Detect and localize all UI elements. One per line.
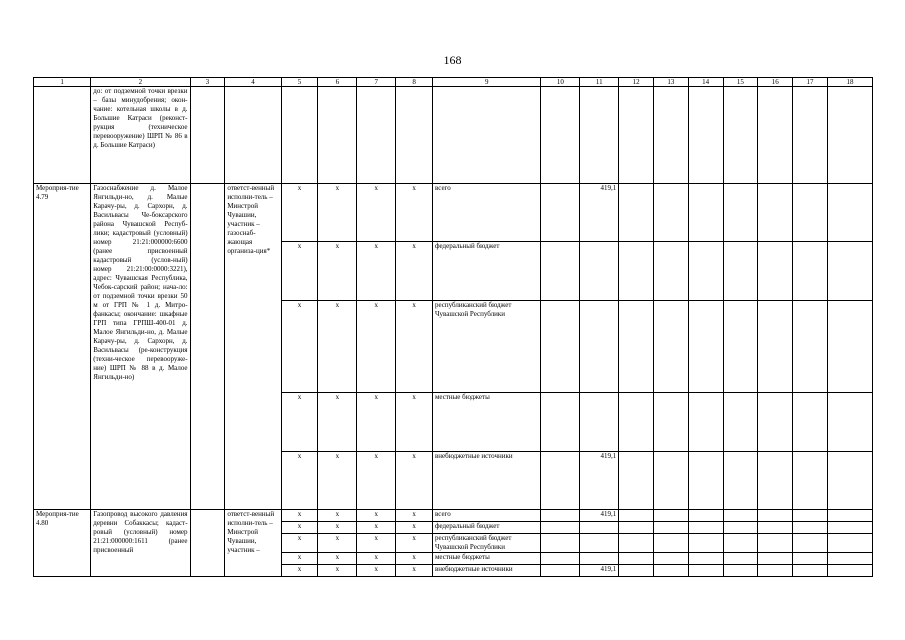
cell-col10 [541, 300, 580, 392]
mark-cell: x [357, 242, 396, 300]
cell-col18 [827, 242, 872, 300]
column-header-17: 17 [793, 78, 828, 87]
cell-col17 [793, 522, 828, 534]
mark-cell: x [357, 565, 396, 577]
cell-col15 [723, 522, 758, 534]
cell-col12 [619, 393, 654, 451]
cell-col18 [827, 522, 872, 534]
column-header-10: 10 [541, 78, 580, 87]
mark-cell: x [357, 300, 396, 392]
measure-executor: ответст-венный исполни-тель – Минстрой Чувашии, участник – [225, 510, 281, 577]
mark-cell: x [396, 565, 433, 577]
mark-cell: x [396, 451, 433, 509]
amount-cell: 419,1 [580, 510, 619, 522]
column-header-3: 3 [190, 78, 225, 87]
column-number-row [34, 78, 873, 87]
column-header-15: 15 [723, 78, 758, 87]
mark-cell: x [357, 184, 396, 242]
cell-col14 [688, 184, 723, 242]
cell-col15 [723, 451, 758, 509]
cell-col15 [723, 553, 758, 565]
cell-col16 [758, 553, 793, 565]
cell-col1 [34, 87, 91, 184]
cell-col14 [688, 451, 723, 509]
mark-cell: x [281, 242, 318, 300]
mark-cell: x [281, 393, 318, 451]
cell-col15 [723, 510, 758, 522]
cell-col14 [688, 534, 723, 553]
cell-col14 [688, 510, 723, 522]
amount-cell: 419,1 [580, 565, 619, 577]
measure-col3 [190, 184, 225, 510]
mark-cell: x [357, 510, 396, 522]
column-header-2: 2 [91, 78, 190, 87]
mark-cell: x [396, 522, 433, 534]
cell-col13 [653, 553, 688, 565]
mark-cell: x [396, 300, 433, 392]
mark-cell: x [281, 300, 318, 392]
amount-cell [580, 553, 619, 565]
funding-source-label: местные бюджеты [432, 393, 540, 451]
cell-col12 [619, 553, 654, 565]
funding-source-label: местные бюджеты [432, 553, 540, 565]
amount-cell [580, 522, 619, 534]
cell-col14 [688, 242, 723, 300]
cell-col12 [619, 242, 654, 300]
amount-cell [580, 393, 619, 451]
cell-col13 [653, 393, 688, 451]
cell-col10 [541, 522, 580, 534]
cell-col13 [653, 451, 688, 509]
amount-cell: 419,1 [580, 184, 619, 242]
cell-col10 [541, 565, 580, 577]
column-header-12: 12 [619, 78, 654, 87]
cell-col14 [688, 565, 723, 577]
mark-cell: x [281, 534, 318, 553]
column-header-18: 18 [827, 78, 872, 87]
amount-cell [580, 534, 619, 553]
mark-cell: x [281, 510, 318, 522]
column-header-1: 1 [34, 78, 91, 87]
mark-cell: x [357, 553, 396, 565]
mark-cell: x [318, 451, 357, 509]
cell-col16 [758, 451, 793, 509]
program-table [33, 77, 873, 577]
mark-cell: x [357, 393, 396, 451]
cell-col12 [619, 534, 654, 553]
mark-cell: x [396, 553, 433, 565]
cell-col12 [619, 565, 654, 577]
amount-cell [580, 242, 619, 300]
cell-col18 [827, 184, 872, 242]
cell-col14 [688, 393, 723, 451]
cell-col15 [723, 184, 758, 242]
mark-cell: x [281, 565, 318, 577]
cell-col3 [190, 87, 225, 184]
column-header-11: 11 [580, 78, 619, 87]
continuation-description: до: от подземной точки врезки – базы минудобрения; окон-чание: котельная школы в д. Большие Катраси (реконст-рукция (техническое перевооружение) ШРП № 86 в д. Большие Катраси) [91, 87, 190, 184]
mark-cell: x [318, 534, 357, 553]
cell-col12 [619, 522, 654, 534]
funding-source-label: внебюджетные источники [432, 565, 540, 577]
cell-col17 [793, 534, 828, 553]
cell-col13 [653, 242, 688, 300]
cell-col10 [541, 553, 580, 565]
measure-id: Мероприя-тие 4.80 [34, 510, 91, 577]
page-number: 168 [443, 53, 462, 67]
column-header-6: 6 [318, 78, 357, 87]
cell-col14 [688, 300, 723, 392]
cell-col14 [688, 522, 723, 534]
mark-cell: x [318, 553, 357, 565]
cell-col17 [793, 393, 828, 451]
cell-col15 [723, 534, 758, 553]
cell-col10 [541, 184, 580, 242]
cell-col16 [758, 534, 793, 553]
funding-source-label: всего [432, 184, 540, 242]
cell-col12 [619, 510, 654, 522]
cell-col16 [758, 393, 793, 451]
cell-col16 [758, 242, 793, 300]
cell-col13 [653, 184, 688, 242]
mark-cell: x [318, 242, 357, 300]
cell-col17 [793, 451, 828, 509]
cell-col10 [541, 242, 580, 300]
cell-col12 [619, 451, 654, 509]
cell-col13 [653, 565, 688, 577]
cell-col16 [758, 300, 793, 392]
cell-col10 [541, 451, 580, 509]
mark-cell: x [396, 534, 433, 553]
measure-id: Мероприя-тие 4.79 [34, 184, 91, 510]
measure-col3 [190, 510, 225, 577]
amount-cell [580, 300, 619, 392]
continuation-row [34, 87, 873, 184]
cell-col18 [827, 451, 872, 509]
cell-col13 [653, 534, 688, 553]
cell-col10 [541, 393, 580, 451]
cell-col18 [827, 553, 872, 565]
measure-source-row [34, 184, 873, 242]
funding-source-label: республиканский бюджет Чувашской Республики [432, 534, 540, 553]
cell-col17 [793, 565, 828, 577]
cell-col13 [653, 522, 688, 534]
column-header-4: 4 [225, 78, 281, 87]
column-header-5: 5 [281, 78, 318, 87]
funding-source-label: федеральный бюджет [432, 522, 540, 534]
mark-cell: x [281, 451, 318, 509]
cell-col17 [793, 184, 828, 242]
cell-col18 [827, 510, 872, 522]
cell-col12 [619, 300, 654, 392]
amount-cell: 419,1 [580, 451, 619, 509]
mark-cell: x [318, 393, 357, 451]
column-header-8: 8 [396, 78, 433, 87]
mark-cell: x [318, 510, 357, 522]
cell-col4 [225, 87, 281, 184]
mark-cell: x [318, 300, 357, 392]
mark-cell: x [281, 553, 318, 565]
cell-col18 [827, 565, 872, 577]
mark-cell: x [281, 184, 318, 242]
funding-source-label: всего [432, 510, 540, 522]
cell-col17 [793, 553, 828, 565]
cell-col17 [793, 242, 828, 300]
cell-col15 [723, 242, 758, 300]
mark-cell: x [318, 522, 357, 534]
cell-col10 [541, 510, 580, 522]
measure-description: Газоснабжение д. Малое Янгильди-но, д. Малые Карачу-ры, д. Сархорн, д. Васильвасы Че-боксарского района Чувашской Респуб-лики; кадастровый (условный) номер 21:21:000000:6600 (ранее присвоенный кадастровый (услов-ный) номер 21:21:00:0000:3221), адрес: Чувашская Республика, Чебок-сарский район; нача-ло: от подземной точки врезки 50 м от ГРП № 1 д. Митро-фанкасы; окончание: шкафные ГРП типа ГРПШ-400-01 д. Малое Янгильди-но, д. Малые Карачу-ры, д. Сархорн, д. Васильвасы (ре-конструкция (техни-ческое перевооруже-ние) ШРП № 88 в д. Малое Янгильди-но) [91, 184, 190, 510]
cell-col18 [827, 300, 872, 392]
cell-col15 [723, 565, 758, 577]
mark-cell: x [357, 534, 396, 553]
mark-cell: x [396, 393, 433, 451]
mark-cell: x [357, 522, 396, 534]
measure-executor: ответст-венный исполни-тель – Минстрой Чувашии, участник – газоснаб-жающая организа-ция* [225, 184, 281, 510]
cell-col18 [827, 393, 872, 451]
column-header-9: 9 [432, 78, 540, 87]
cell-col10 [541, 534, 580, 553]
column-header-14: 14 [688, 78, 723, 87]
column-header-16: 16 [758, 78, 793, 87]
cell-col16 [758, 522, 793, 534]
mark-cell: x [281, 522, 318, 534]
cell-col17 [793, 300, 828, 392]
measure-description: Газопровод высокого давления деревни Собаккасы; кадаст-ровый (условный) номер 21:21:000000:1611 (ранее присвоенный [91, 510, 190, 577]
mark-cell: x [318, 184, 357, 242]
mark-cell: x [396, 510, 433, 522]
cell-col15 [723, 393, 758, 451]
mark-cell: x [396, 242, 433, 300]
cell-col16 [758, 184, 793, 242]
funding-source-label: внебюджетные источники [432, 451, 540, 509]
mark-cell: x [396, 184, 433, 242]
column-header-7: 7 [357, 78, 396, 87]
cell-col18 [827, 534, 872, 553]
mark-cell: x [357, 451, 396, 509]
cell-col13 [653, 510, 688, 522]
column-header-13: 13 [653, 78, 688, 87]
cell-col16 [758, 565, 793, 577]
cell-col16 [758, 510, 793, 522]
measure-source-row [34, 510, 873, 522]
cell-col13 [653, 300, 688, 392]
cell-col15 [723, 300, 758, 392]
cell-col14 [688, 553, 723, 565]
funding-source-label: федеральный бюджет [432, 242, 540, 300]
mark-cell: x [318, 565, 357, 577]
funding-source-label: республиканский бюджет Чувашской Республики [432, 300, 540, 392]
cell-col17 [793, 510, 828, 522]
cell-col12 [619, 184, 654, 242]
